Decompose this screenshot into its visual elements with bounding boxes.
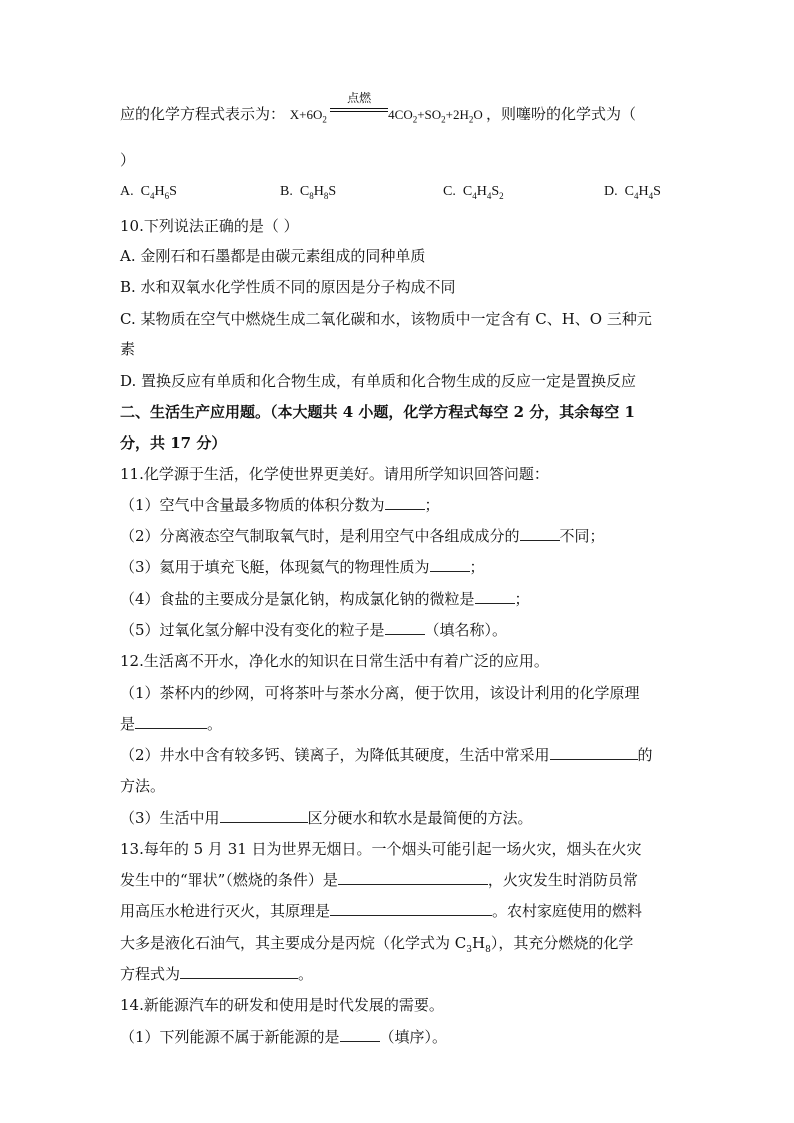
answer-blank[interactable] [180,964,298,979]
q12-part-1-line2: 是 。 [120,715,223,733]
q12-part-2-line2: 方法。 [120,777,166,795]
q10-option-c-line1[interactable]: C. 某物质在空气中燃烧生成二氧化碳和水，该物质中一定含有 C、H、O 三种元 [120,310,652,328]
q13-line3: 用高压水枪进行灭火，其原理是 。农村家庭使用的燃料 [120,902,643,920]
q10-stem: 10.下列说法正确的是（ ） [120,217,299,235]
q11-part-1: （1）空气中含量最多物质的体积分数为 ； [120,496,440,514]
q11-part-4: （4）食盐的主要成分是氯化钠，构成氯化钠的微粒是 ； [120,590,530,608]
answer-blank[interactable] [475,589,515,604]
q9-prefix: 应的化学方程式表示为： [120,105,286,123]
q13-line1: 13.每年的 5 月 31 日为世界无烟日。一个烟头可能引起一场火灾，烟头在火灾 [120,840,642,858]
section-2-heading-line1: 二、生活生产应用题。（本大题共 4 小题，化学方程式每空 2 分，其余每空 1 [120,403,635,421]
q10-option-a[interactable]: A. 金刚石和石墨都是由碳元素组成的同种单质 [120,247,426,265]
answer-blank[interactable] [550,745,638,760]
q10-option-c-line2[interactable]: 素 [120,340,136,358]
q10-option-b[interactable]: B. 水和双氧水化学性质不同的原因是分子构成不同 [120,278,456,296]
q9-equation-line [120,91,674,130]
q13-line4: 大多是液化石油气，其主要成分是丙烷（化学式为 $C_3H_8$），其充分燃烧的化学 [120,934,634,955]
answer-blank[interactable] [430,557,470,572]
q12-part-3: （3）生活中用 区分硬水和软水是最简便的方法。 [120,809,533,827]
answer-blank[interactable] [135,714,207,729]
q13-line5: 方程式为 。 [120,965,314,983]
reaction-condition: 点燃 [347,91,372,105]
section-2-heading-line2: 分，共 17 分） [120,434,227,452]
q11-part-3: （3）氦用于填充飞艇，体现氦气的物理性质为 ； [120,558,485,576]
q14-stem: 14.新能源汽车的研发和使用是时代发展的需要。 [120,996,444,1014]
q12-part-1-line1: （1）茶杯内的纱网，可将茶叶与茶水分离，便于饮用，该设计利用的化学原理 [120,684,640,702]
q10-option-d[interactable]: D. 置换反应有单质和化合物生成，有单质和化合物生成的反应一定是置换反应 [120,372,637,390]
answer-blank[interactable] [340,1027,380,1042]
answer-blank[interactable] [338,870,488,885]
q13-line2: 发生中的“罪状”（燃烧的条件）是 ，火灾发生时消防员常 [120,871,638,889]
q9-option-a[interactable]: A. $C_4H_6S$ [120,184,177,201]
q9-option-c[interactable]: C. $C_4H_4S_2$ [443,184,504,201]
q14-part-1: （1）下列能源不属于新能源的是 （填序）。 [120,1028,448,1046]
q9-suffix: ，则噻吩的化学式为（ [486,105,637,123]
chemical-equation: $X+6O_2$ 点燃 $4CO_2+SO_2+2H_2O$ [290,107,486,122]
q9-option-d[interactable]: D. $C_4H_4S$ [604,184,661,201]
q9-close-paren: ） [120,151,136,169]
answer-blank[interactable] [220,808,308,823]
q11-part-5: （5）过氧化氢分解中没有变化的粒子是 （填名称）。 [120,621,508,639]
answer-blank[interactable] [385,495,425,510]
equation-products: $4CO_2+SO_2+2H_2O$ [388,107,483,125]
answer-blank[interactable] [330,901,492,916]
q9-option-b[interactable]: B. $C_8H_8S$ [280,184,337,201]
q11-part-2: （2）分离液态空气制取氧气时，是利用空气中各组成成分的 不同； [120,527,605,545]
answer-blank[interactable] [385,620,425,635]
reaction-arrow [330,91,388,119]
q12-stem: 12.生活离不开水，净化水的知识在日常生活中有着广泛的应用。 [120,652,549,670]
q12-part-2-line1: （2）井水中含有较多钙、镁离子，为降低其硬度，生活中常采用 的 [120,746,653,764]
q11-stem: 11.化学源于生活，化学使世界更美好。请用所学知识回答问题： [120,465,549,483]
answer-blank[interactable] [520,526,560,541]
